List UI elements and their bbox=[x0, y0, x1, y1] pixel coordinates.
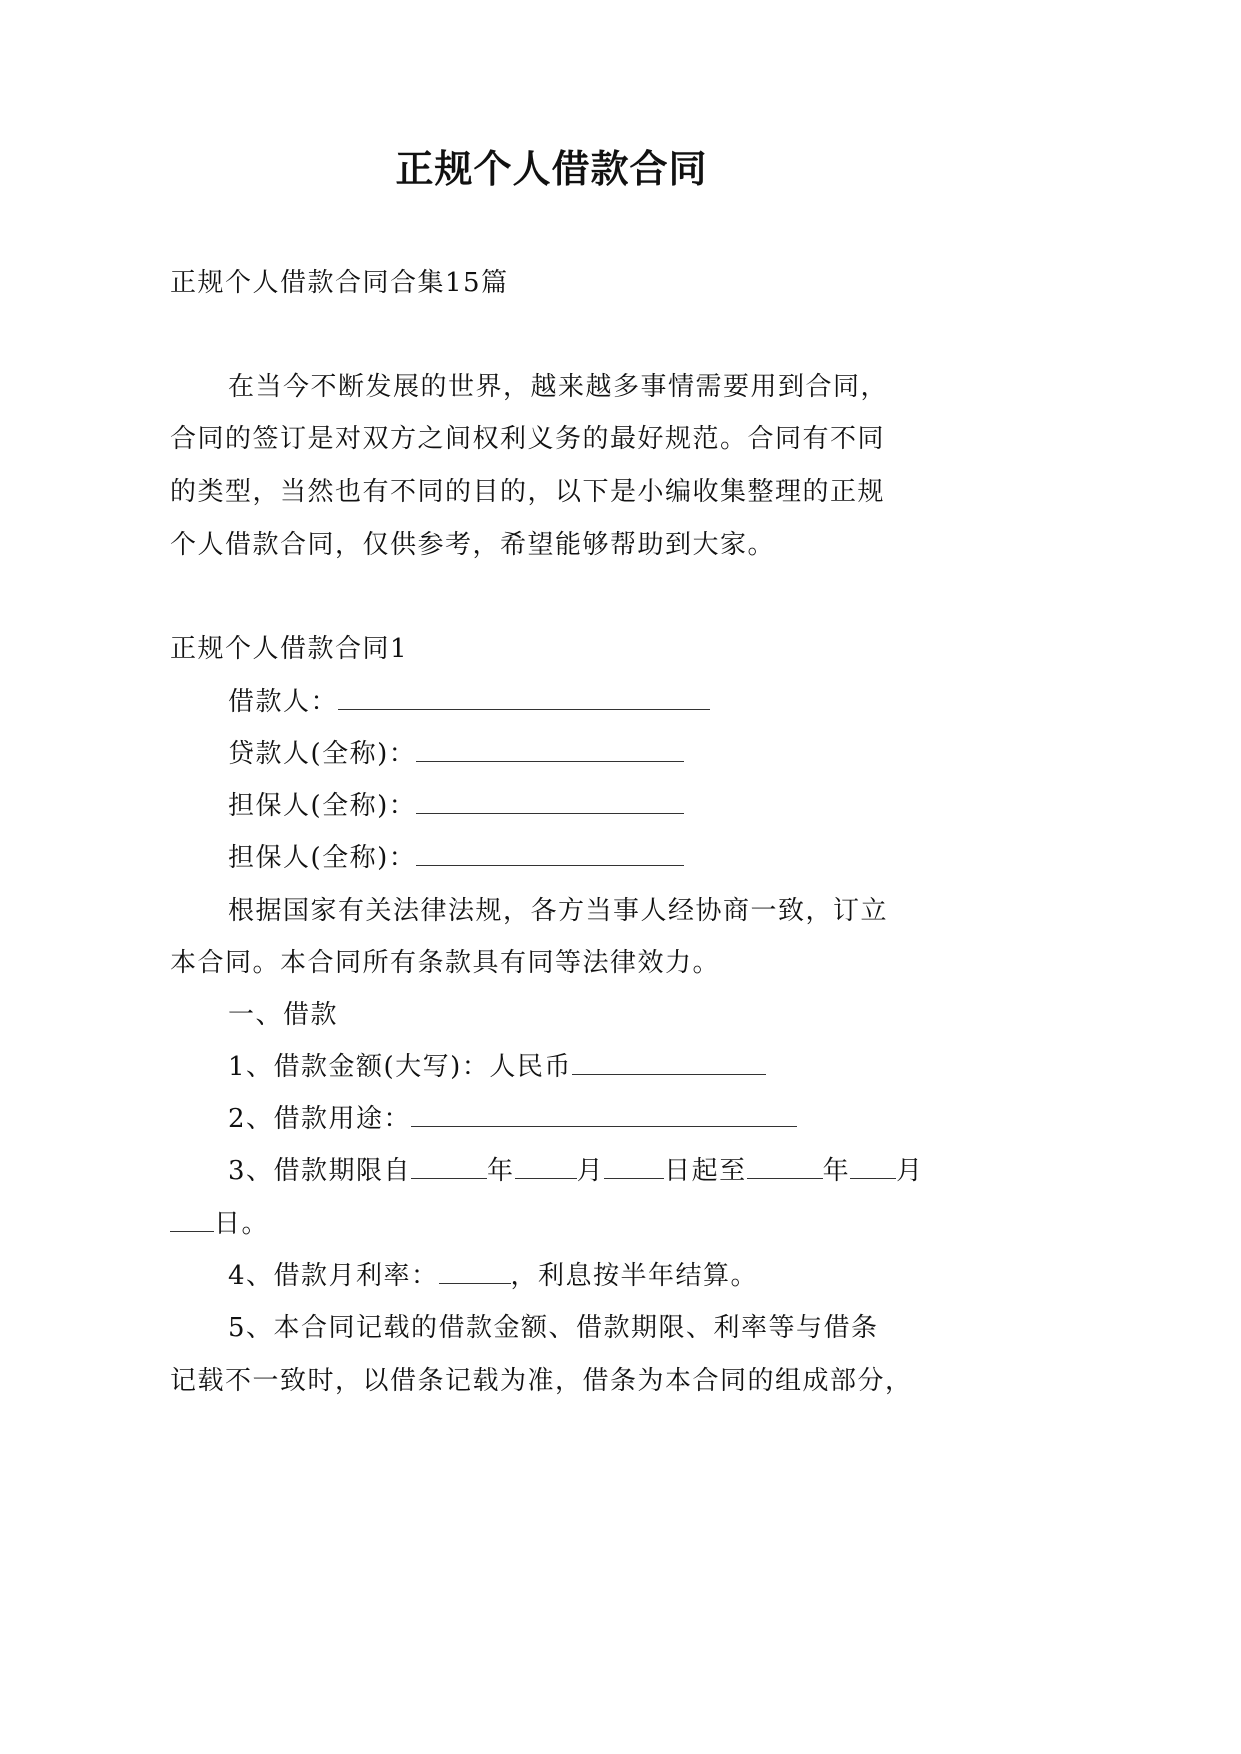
from-label: 日起至 bbox=[664, 1156, 747, 1186]
intro-line-4: 个人借款合同，仅供参考，希望能够帮助到大家。 bbox=[170, 530, 776, 560]
preamble-line-1: 根据国家有关法律法规，各方当事人经协商一致，订立 bbox=[228, 896, 889, 926]
collection-heading: 正规个人借款合同合集15篇 bbox=[170, 268, 509, 298]
guarantor-1-blank bbox=[416, 791, 684, 814]
guarantor-1-field bbox=[228, 789, 684, 823]
intro-line-2: 合同的签订是对双方之间权利义务的最好规范。合同有不同 bbox=[170, 424, 886, 454]
interest-rate-blank bbox=[439, 1261, 511, 1284]
year-label-2: 年 bbox=[822, 1156, 851, 1186]
start-year-blank bbox=[411, 1156, 487, 1179]
borrower-label: 借款人： bbox=[228, 687, 339, 717]
lender-field bbox=[228, 737, 684, 771]
loan-term-continued bbox=[170, 1207, 269, 1241]
end-year-blank bbox=[747, 1156, 823, 1179]
lender-label: 贷款人(全称)： bbox=[228, 739, 417, 769]
lender-blank bbox=[416, 739, 684, 762]
section-heading: 正规个人借款合同1 bbox=[170, 634, 409, 664]
part-one-heading: 一、借款 bbox=[228, 1000, 339, 1030]
interest-rate-label: 4、借款月利率： bbox=[228, 1261, 439, 1291]
month-label-2: 月 bbox=[896, 1156, 924, 1186]
end-month-blank bbox=[850, 1156, 896, 1179]
start-day-blank bbox=[604, 1156, 664, 1179]
document-title: 正规个人借款合同 bbox=[395, 146, 708, 191]
loan-purpose-label: 2、借款用途： bbox=[228, 1104, 412, 1134]
clause-5-line-2: 记载不一致时，以借条记载为准，借条为本合同的组成部分， bbox=[170, 1366, 913, 1396]
preamble-line-2: 本合同。本合同所有条款具有同等法律效力。 bbox=[170, 948, 721, 978]
loan-purpose-field bbox=[228, 1102, 797, 1136]
loan-purpose-blank bbox=[411, 1104, 797, 1127]
year-label: 年 bbox=[487, 1156, 515, 1186]
clause-5-line-1: 5、本合同记载的借款金额、借款期限、利率等与借条 bbox=[228, 1313, 879, 1343]
intro-line-3: 的类型，当然也有不同的目的，以下是小编收集整理的正规 bbox=[170, 477, 886, 507]
loan-amount-label: 1、借款金额(大写)：人民币 bbox=[228, 1052, 572, 1082]
loan-term-field bbox=[228, 1154, 924, 1188]
interest-rate-note: ，利息按半年结算。 bbox=[510, 1261, 759, 1291]
month-label: 月 bbox=[576, 1156, 605, 1186]
borrower-field bbox=[228, 685, 710, 719]
guarantor-1-label: 担保人(全称)： bbox=[228, 791, 417, 821]
loan-term-label: 3、借款期限自 bbox=[228, 1156, 412, 1186]
end-day-blank bbox=[170, 1209, 214, 1232]
intro-line-1: 在当今不断发展的世界，越来越多事情需要用到合同， bbox=[228, 372, 889, 402]
guarantor-2-field bbox=[228, 841, 684, 875]
day-end-label: 日。 bbox=[214, 1209, 270, 1239]
loan-amount-field bbox=[228, 1050, 766, 1084]
guarantor-2-blank bbox=[416, 843, 684, 866]
loan-amount-blank bbox=[572, 1052, 766, 1075]
interest-rate-field bbox=[228, 1259, 758, 1293]
borrower-blank bbox=[338, 687, 710, 710]
start-month-blank bbox=[515, 1156, 577, 1179]
guarantor-2-label: 担保人(全称)： bbox=[228, 843, 417, 873]
